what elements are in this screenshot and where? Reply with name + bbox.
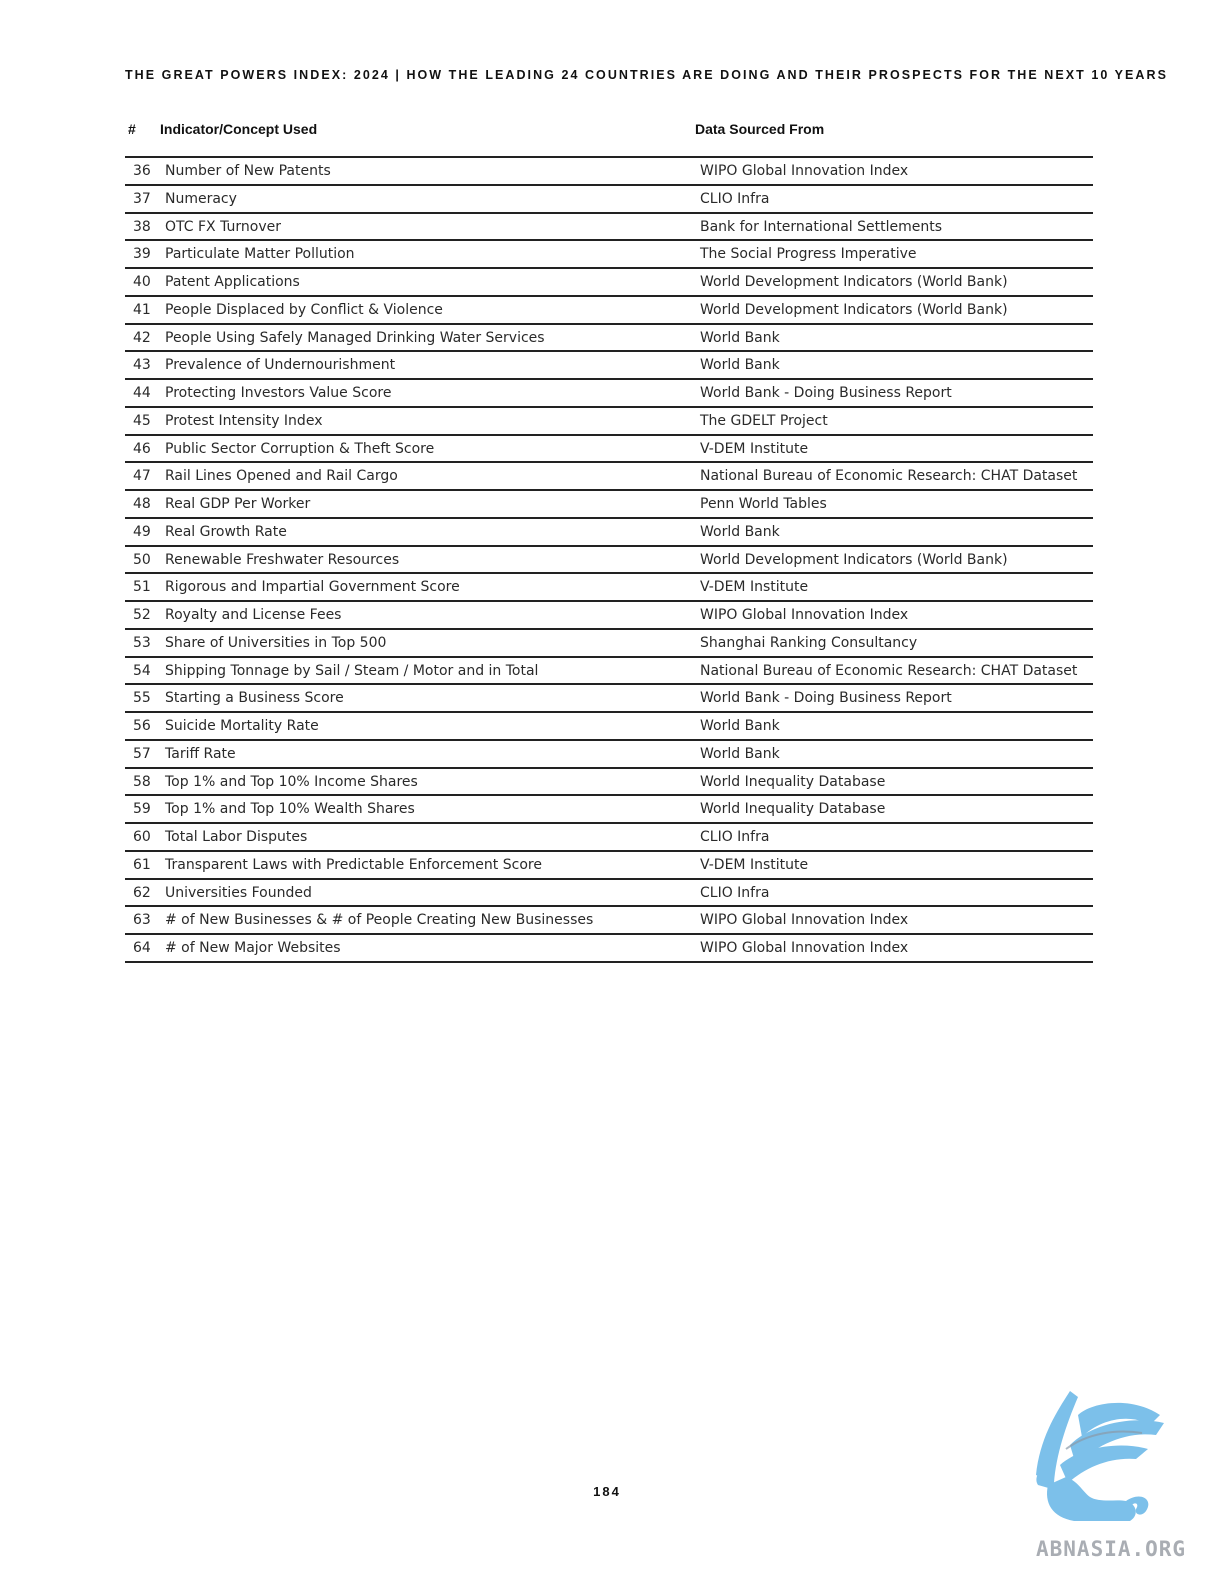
row-source: WIPO Global Innovation Index (700, 163, 909, 179)
table-row (125, 269, 1093, 297)
row-source: World Development Indicators (World Bank) (700, 301, 1008, 318)
row-number: 38 (133, 218, 151, 235)
row-number: 44 (133, 385, 151, 401)
row-source: National Bureau of Economic Research: CHAT Dataset (700, 468, 1078, 485)
row-indicator: Rigorous and Impartial Government Score (165, 579, 460, 596)
row-source: WIPO Global Innovation Index (700, 940, 909, 956)
row-source: Bank for International Settlements (700, 218, 943, 235)
table-row (125, 880, 1093, 908)
table-row (125, 741, 1093, 769)
table-row (125, 685, 1093, 713)
row-indicator: People Using Safely Managed Drinking Water Services (165, 329, 545, 346)
row-source: World Bank - Doing Business Report (700, 690, 952, 707)
row-number: 59 (133, 801, 151, 818)
row-number: 56 (133, 718, 151, 734)
row-indicator: Top 1% and Top 10% Income Shares (165, 773, 418, 790)
row-number: 63 (133, 912, 151, 929)
table-row (125, 658, 1093, 686)
row-number: 45 (133, 412, 151, 429)
watermark (1030, 1385, 1210, 1570)
row-indicator: Numeracy (165, 190, 237, 207)
row-number: 51 (133, 579, 151, 596)
row-source: World Bank (700, 718, 780, 734)
row-number: 42 (133, 329, 151, 346)
table-row (125, 380, 1093, 408)
table-row (125, 491, 1093, 519)
row-source: World Development Indicators (World Bank) (700, 551, 1008, 568)
row-source: National Bureau of Economic Research: CHAT Dataset (700, 662, 1078, 679)
table-row (125, 186, 1093, 214)
row-number: 36 (133, 163, 151, 179)
table-row (125, 297, 1093, 325)
row-indicator: Tariff Rate (165, 745, 236, 762)
row-source: V-DEM Institute (700, 856, 809, 873)
row-indicator: Protest Intensity Index (165, 412, 323, 429)
row-number: 41 (133, 301, 151, 318)
row-source: World Inequality Database (700, 773, 886, 790)
row-source: V-DEM Institute (700, 579, 809, 596)
row-number: 50 (133, 551, 151, 568)
table-row (125, 574, 1093, 602)
row-source: World Development Indicators (World Bank) (700, 274, 1008, 290)
row-number: 57 (133, 745, 151, 762)
table-row (125, 241, 1093, 269)
row-number: 48 (133, 496, 151, 512)
row-source: Penn World Tables (700, 496, 827, 512)
row-source: Shanghai Ranking Consultancy (700, 634, 918, 651)
column-header-source: Data Sourced From (695, 121, 825, 137)
row-source: World Bank (700, 329, 780, 346)
row-indicator: Shipping Tonnage by Sail / Steam / Motor and in Total (165, 662, 539, 679)
row-indicator: Renewable Freshwater Resources (165, 551, 400, 568)
page-number: 184 (593, 1484, 621, 1499)
row-number: 39 (133, 246, 151, 263)
row-source: CLIO Infra (700, 829, 770, 845)
table-row (125, 547, 1093, 575)
table-row (125, 158, 1093, 186)
watermark-text: ABNASIA.ORG (1036, 1537, 1187, 1561)
table-row (125, 408, 1093, 436)
row-number: 40 (133, 274, 151, 290)
table-row (125, 325, 1093, 353)
table-row (125, 796, 1093, 824)
table-row (125, 352, 1093, 380)
row-number: 60 (133, 829, 151, 845)
row-number: 55 (133, 690, 151, 707)
row-source: World Bank (700, 523, 780, 540)
row-indicator: Share of Universities in Top 500 (165, 634, 387, 651)
table-row (125, 713, 1093, 741)
table-row (125, 769, 1093, 797)
row-number: 52 (133, 607, 151, 623)
row-indicator: Universities Founded (165, 884, 312, 901)
table-row (125, 214, 1093, 242)
row-source: WIPO Global Innovation Index (700, 607, 909, 623)
row-indicator: Public Sector Corruption & Theft Score (165, 440, 435, 457)
row-indicator: Real Growth Rate (165, 523, 287, 540)
column-header-number: # (128, 121, 136, 137)
row-indicator: Starting a Business Score (165, 690, 344, 707)
table-row (125, 907, 1093, 935)
row-indicator: # of New Major Websites (165, 940, 341, 956)
row-source: CLIO Infra (700, 884, 770, 901)
row-source: World Bank - Doing Business Report (700, 385, 952, 401)
row-indicator: Total Labor Disputes (165, 829, 308, 845)
row-number: 43 (133, 357, 151, 374)
table-row (125, 935, 1093, 963)
row-number: 64 (133, 940, 151, 956)
row-indicator: OTC FX Turnover (165, 218, 281, 235)
row-indicator: Suicide Mortality Rate (165, 718, 319, 734)
row-number: 58 (133, 773, 151, 790)
row-source: World Bank (700, 745, 780, 762)
row-indicator: # of New Businesses & # of People Creating New Businesses (165, 912, 594, 929)
row-source: World Bank (700, 357, 780, 374)
row-indicator: Prevalence of Undernourishment (165, 357, 396, 374)
row-source: WIPO Global Innovation Index (700, 912, 909, 929)
row-indicator: Protecting Investors Value Score (165, 385, 392, 401)
row-source: The Social Progress Imperative (700, 246, 917, 263)
table-row (125, 436, 1093, 464)
row-indicator: Patent Applications (165, 274, 300, 290)
row-number: 53 (133, 634, 151, 651)
row-number: 49 (133, 523, 151, 540)
row-indicator: People Displaced by Conflict & Violence (165, 301, 443, 318)
table-row (125, 630, 1093, 658)
row-indicator: Top 1% and Top 10% Wealth Shares (165, 801, 415, 818)
row-indicator: Number of New Patents (165, 163, 331, 179)
row-number: 47 (133, 468, 151, 485)
row-indicator: Particulate Matter Pollution (165, 246, 355, 263)
table-row (125, 463, 1093, 491)
row-indicator: Real GDP Per Worker (165, 496, 311, 512)
row-source: The GDELT Project (700, 412, 828, 429)
column-header-indicator: Indicator/Concept Used (160, 121, 318, 137)
row-number: 37 (133, 190, 151, 207)
table-header (125, 121, 1093, 141)
row-indicator: Transparent Laws with Predictable Enforcement Score (165, 856, 542, 873)
table-row (125, 602, 1093, 630)
row-number: 46 (133, 440, 151, 457)
indicator-table (125, 156, 1093, 963)
row-number: 54 (133, 662, 151, 679)
row-source: World Inequality Database (700, 801, 886, 818)
table-row (125, 852, 1093, 880)
table-row (125, 519, 1093, 547)
griffin-logo-icon (1030, 1385, 1210, 1535)
row-number: 62 (133, 884, 151, 901)
row-indicator: Royalty and License Fees (165, 607, 342, 623)
row-source: CLIO Infra (700, 190, 770, 207)
row-source: V-DEM Institute (700, 440, 809, 457)
running-header: THE GREAT POWERS INDEX: 2024 | HOW THE LEADING 24 COUNTRIES ARE DOING AND THEIR PROSPECTS FOR THE NEXT 10 YEARS (125, 68, 1168, 82)
row-number: 61 (133, 856, 151, 873)
row-indicator: Rail Lines Opened and Rail Cargo (165, 468, 398, 485)
table-row (125, 824, 1093, 852)
